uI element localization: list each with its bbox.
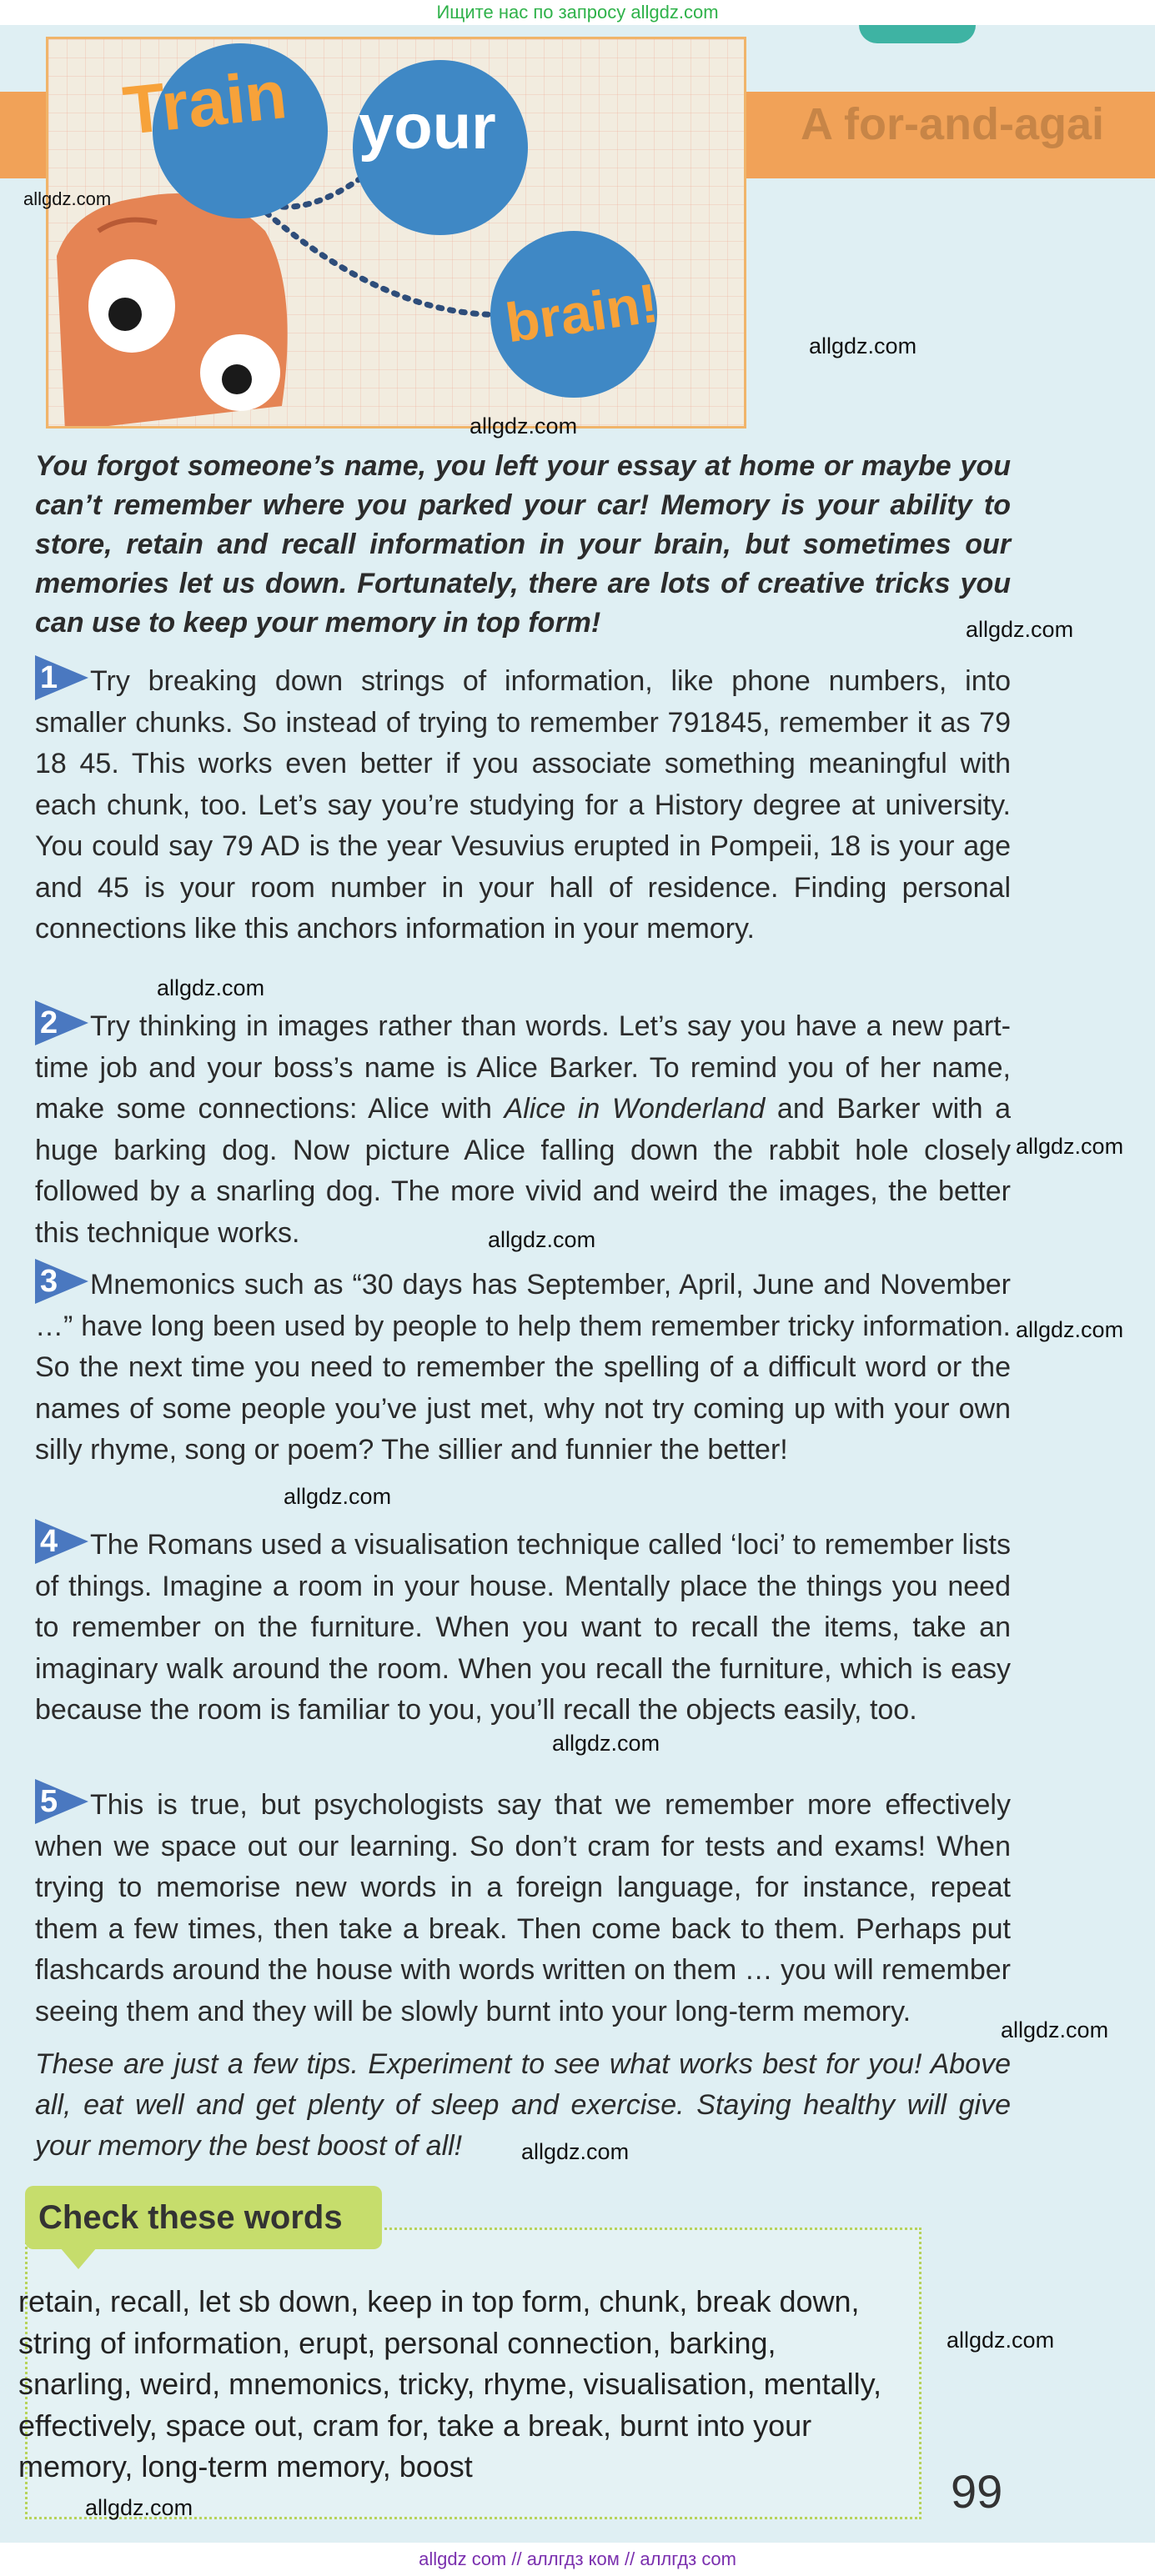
watermark: allgdz.com (552, 1731, 660, 1756)
tip-text-part-b: and Barker with a huge barking dog. Now picture Alice falling down the rabbit hole closely followed by a snarling dog. The more vivid and weird the images, the better this technique works. (35, 1093, 1012, 1249)
tip-text-part-a: Try thinking in images rather than words. Let’s say you have a new part-time job and your boss’s name is Alice Barker. To remind you of her name, make some connections: Alice with (35, 1010, 1011, 1125)
watermark: allgdz.com (85, 2495, 193, 2520)
tip-4 (35, 1519, 1011, 1732)
vocabulary-list: retain, recall, let sb down, keep in top form, chunk, break down, string of information, erupt, personal connection, barking, snarling, weird, mnemonics, tricky, rhyme, visualisation, mentally, effectively, space out, cram for, take a break, burnt into your memory, long-term memory, boost (18, 2284, 881, 2483)
tip-1 (35, 655, 1011, 950)
intro-paragraph: You forgot someone’s name, you left your essay at home or maybe you can’t remember where you parked your car! Memory is your ability to store, retain and recall information in your brain, but sometimes our memories let us down. Fortunately, there are lots of creative tricks you can use to keep your memory in top form! (35, 450, 1011, 639)
label-tail (60, 2248, 97, 2269)
teal-tab (859, 25, 976, 43)
tip-text: This is true, but psychologists say that we remember more effectively when we space out our learning. So don’t cram for tests and exams! When trying to memorise new words in a foreign language, for instance, repeat them a few times, then take a break. Then come back to them. Perhaps put flashcards around the house with words written on them … you will remember seeing them and they will be slowly burnt into your long-term memory. (35, 1789, 1011, 2027)
tip-number: 1 (40, 660, 58, 695)
bubble-text-brain: brain! (501, 271, 662, 354)
watermark: allgdz.com (470, 413, 578, 439)
tip-number-marker (35, 1000, 88, 1045)
bubble-text-your: your (359, 92, 496, 163)
check-these-words-label (25, 2186, 382, 2249)
watermark: allgdz.com (947, 2328, 1055, 2353)
watermark: allgdz.com (23, 188, 112, 209)
train-your-brain-illustration (46, 37, 746, 428)
tip-number-marker (35, 1779, 88, 1824)
watermark: allgdz.com (966, 617, 1074, 642)
watermark: allgdz.com (157, 975, 265, 1000)
tip-number-marker (35, 1519, 88, 1564)
watermark: allgdz.com (1001, 2017, 1109, 2042)
tip-number: 5 (40, 1784, 58, 1819)
watermark: allgdz.com (521, 2139, 630, 2164)
watermark: allgdz.com (1016, 1317, 1124, 1342)
tip-number-marker (35, 655, 88, 700)
watermark: allgdz.com (488, 1227, 596, 1252)
watermark: allgdz.com (1016, 1134, 1124, 1159)
tip-5 (35, 1779, 1011, 2032)
top-search-note: Ищите нас по запросу allgdz.com (0, 0, 1155, 25)
tip-text: Mnemonics such as “30 days has September, April, June and November …” have long been used by people to help them remember tricky information. So the next time you need to remember the spelling of a difficult word or the names of some people you’ve just met, why not try coming up with your own silly rhyme, song or poem? The sillier and funnier the better! (35, 1269, 1011, 1466)
footer-links: allgdz com // аллгдз ком // аллгдз com (0, 2543, 1155, 2576)
tip-number: 2 (40, 1005, 58, 1040)
show-through-heading: A for-and-agai (801, 99, 1104, 149)
check-label-text: Check these words (38, 2199, 343, 2236)
tip-3 (35, 1259, 1011, 1471)
watermark: allgdz.com (809, 333, 917, 358)
tip-text-italic-title: Alice in Wonderland (504, 1093, 766, 1125)
tip-2 (35, 1000, 1011, 1254)
tip-number-marker (35, 1259, 88, 1304)
watermark: allgdz.com (284, 1484, 392, 1509)
closing-paragraph: These are just a few tips. Experiment to see what works best for you! Above all, eat well and get plenty of sleep and exercise. Staying healthy will give your memory the best boost of all! (35, 2048, 1011, 2162)
bubble-text-train: Train (119, 57, 291, 149)
tip-number: 4 (40, 1524, 58, 1559)
tip-number: 3 (40, 1264, 58, 1299)
tip-text: Try breaking down strings of information, like phone numbers, into smaller chunks. So instead of trying to remember 791845, remember it as 79 18 45. This works even better if you associate something meaningful with each chunk, too. Let’s say you’re studying for a History degree at university. You could say 79 AD is the year Vesuvius erupted in Pompeii, 18 is your age and 45 is your room number in your hall of residence. Finding personal connections like this anchors information in your memory. (35, 665, 1011, 945)
tip-text: The Romans used a visualisation technique called ‘loci’ to remember lists of things. Imagine a room in your house. Mentally place the things you need to remember on the furniture. When you want to recall the items, take an imaginary walk around the room. When you recall the furniture, which is easy because the room is familiar to you, you’ll recall the objects easily, too. (35, 1529, 1011, 1726)
page-number: 99 (951, 2465, 1003, 2518)
